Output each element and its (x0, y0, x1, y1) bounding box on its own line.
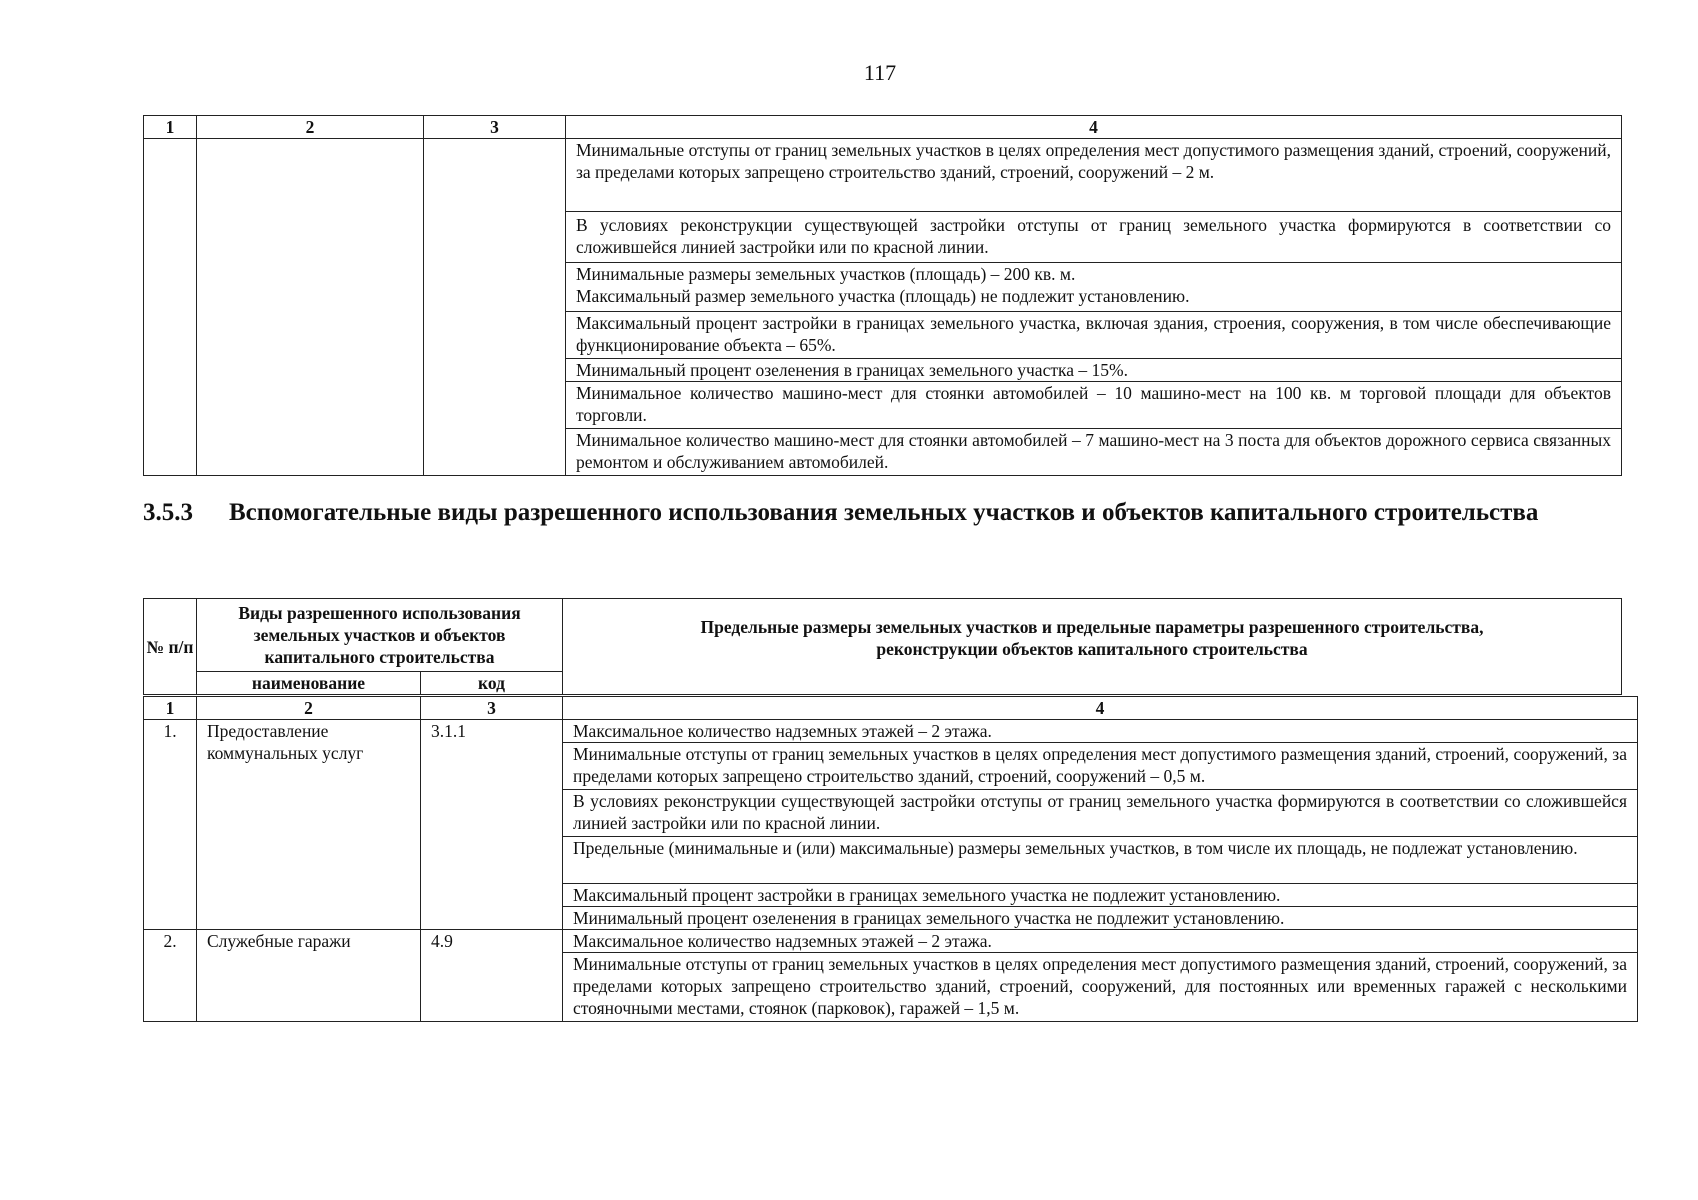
section-title: Вспомогательные виды разрешенного использования земельных участков и объектов капитального строительства (229, 499, 1539, 526)
table-row (144, 930, 1638, 953)
main-table-header (143, 598, 1622, 695)
section-heading (143, 496, 1621, 530)
header-code: код (421, 672, 563, 695)
parameter-cell: Максимальное количество надземных этажей – 2 этажа. (563, 720, 1638, 743)
page-number: 117 (863, 60, 897, 85)
header-types: Виды разрешенного использования земельных участков и объектов капитального строительства (197, 599, 563, 672)
row-number: 1. (144, 720, 197, 930)
parameter-cell: Минимальный процент озеленения в границах земельного участка – 15%. (566, 359, 1622, 382)
table-row (144, 720, 1638, 743)
parameter-cell: В условиях реконструкции существующей застройки отступы от границ земельного участка формируются в соответствии со сложившейся линией застройки или по красной линии. (566, 212, 1622, 263)
use-code: 4.9 (421, 930, 563, 1022)
parameter-cell: Минимальное количество машино-мест для стоянки автомобилей – 7 машино-мест на 3 поста для объектов дорожного сервиса связанных ремонтом и обслуживанием автомобилей. (566, 429, 1622, 476)
section-number: 3.5.3 (143, 499, 193, 526)
column-number: 3 (424, 116, 566, 139)
table-row (144, 139, 1622, 212)
use-name: Служебные гаражи (197, 930, 421, 1022)
parameter-cell: Предельные (минимальные и (или) максимальные) размеры земельных участков, в том числе их площадь, не подлежат установлению. (563, 837, 1638, 884)
parameter-cell: Минимальные отступы от границ земельных участков в целях определения мест допустимого размещения зданий, строений, сооружений, за пределами которых запрещено строительство зданий, строений, сооружений – 0,5 м. (563, 743, 1638, 790)
column-number: 3 (421, 697, 563, 720)
column-number: 1 (144, 116, 197, 139)
parameter-cell: Минимальные размеры земельных участков (площадь) – 200 кв. м. Максимальный размер земельного участка (площадь) не подлежит установлению. (566, 263, 1622, 312)
header-name: наименование (197, 672, 421, 695)
header-limits: Предельные размеры земельных участков и предельные параметры разрешенного строительства, реконструкции объектов капитального строительства (563, 599, 1622, 695)
parameter-cell: Минимальные отступы от границ земельных участков в целях определения мест допустимого размещения зданий, строений, сооружений, за пределами которых запрещено строительство зданий, строений, сооружений – 2 м. (566, 139, 1622, 212)
continuation-table (143, 115, 1622, 476)
use-code: 3.1.1 (421, 720, 563, 930)
parameter-cell: Максимальное количество надземных этажей – 2 этажа. (563, 930, 1638, 953)
parameter-cell: В условиях реконструкции существующей застройки отступы от границ земельного участка формируются в соответствии со сложившейся линией застройки или по красной линии. (563, 790, 1638, 837)
use-name: Предоставление коммунальных услуг (197, 720, 421, 930)
column-number: 1 (144, 697, 197, 720)
column-number: 2 (197, 116, 424, 139)
parameter-cell: Минимальные отступы от границ земельных участков в целях определения мест допустимого размещения зданий, строений, сооружений, за пределами которых запрещено строительство зданий, строений, сооружений, для постоянных или временных гаражей с несколькими стояночными местами, стоянок (парковок), гаражей – 1,5 м. (563, 953, 1638, 1022)
column-number: 4 (563, 697, 1638, 720)
column-number: 4 (566, 116, 1622, 139)
column-number: 2 (197, 697, 421, 720)
parameter-cell: Минимальное количество машино-мест для стоянки автомобилей – 10 машино-мест на 100 кв. м торговой площади для объектов торговли. (566, 382, 1622, 429)
main-table (143, 696, 1638, 1022)
header-row (144, 599, 1622, 672)
row-number: 2. (144, 930, 197, 1022)
empty-cell (424, 139, 566, 476)
parameter-cell: Максимальный процент застройки в границах земельного участка, включая здания, строения, сооружения, в том числе обеспечивающие функционирование объекта – 65%. (566, 312, 1622, 359)
column-number-row (144, 116, 1622, 139)
empty-cell (144, 139, 197, 476)
parameter-cell: Максимальный процент застройки в границах земельного участка не подлежит установлению. (563, 884, 1638, 907)
parameter-cell: Минимальный процент озеленения в границах земельного участка не подлежит установлению. (563, 907, 1638, 930)
empty-cell (197, 139, 424, 476)
column-number-row (144, 697, 1638, 720)
header-num: № п/п (144, 599, 197, 695)
